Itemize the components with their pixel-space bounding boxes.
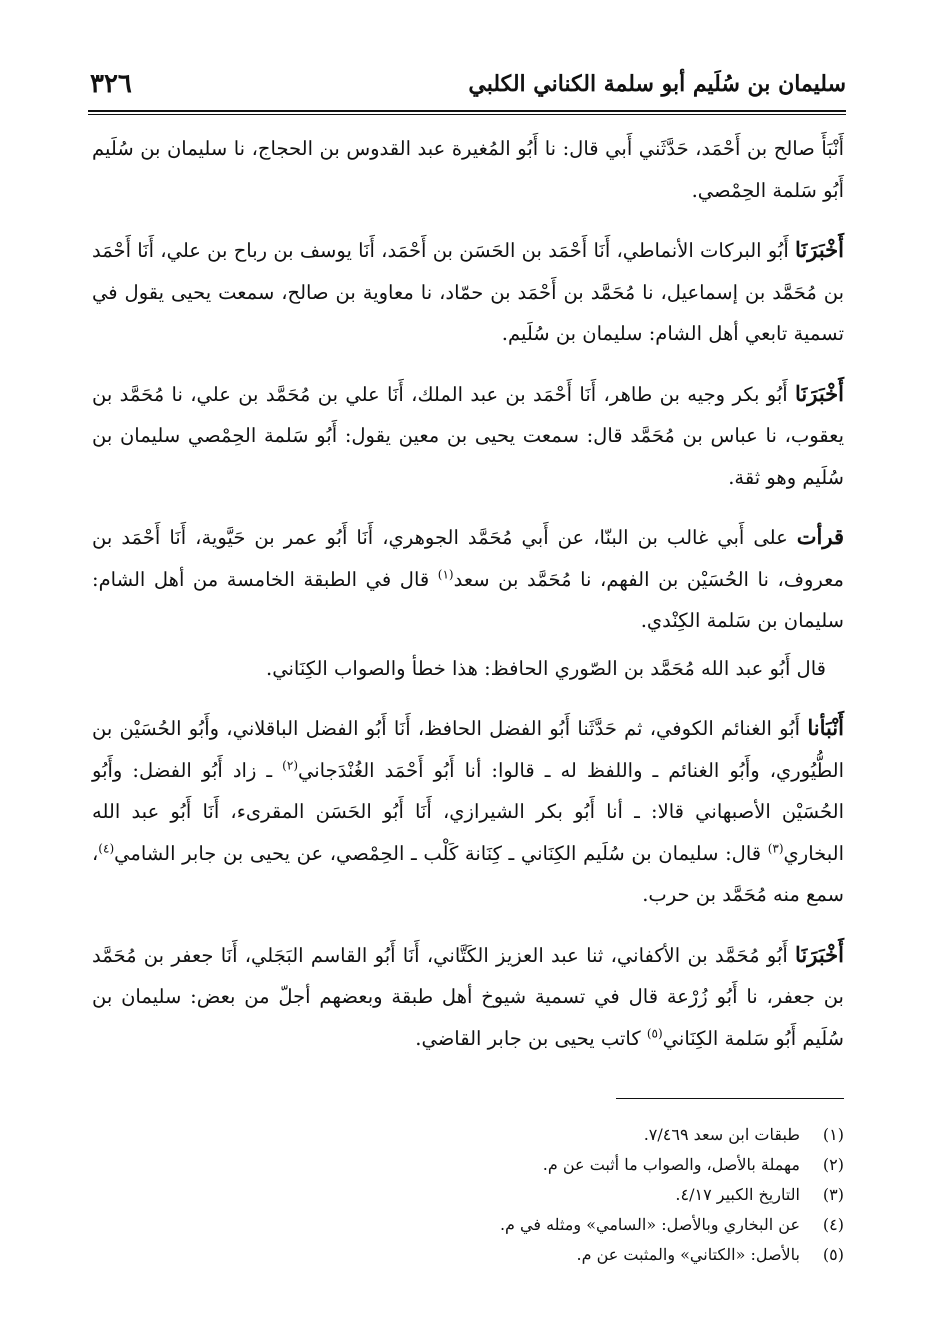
paragraph-lead-word: أَخْبَرَنَا	[795, 237, 844, 262]
paragraph-1	[92, 128, 844, 211]
paragraph-3	[92, 373, 844, 499]
footnote-text: عن البخاري وبالأصل: «السامي» ومثله في م.	[499, 1215, 800, 1234]
paragraph-text: قال أَبُو عبد الله مُحَمَّد بن الصّوري الحافظ: هذا خطأ والصواب الكِنَاني.	[266, 656, 826, 680]
paragraph-lead-word: أَخْبَرَنَا	[795, 941, 844, 967]
paragraph-lead-word: أَخْبَرَنَا	[795, 380, 844, 406]
paragraph-6	[92, 707, 844, 916]
footnote-text: مهملة بالأصل، والصواب ما أثبت عن م.	[542, 1155, 800, 1174]
paragraph-text: أَبُو مُحَمَّد بن الأكفاني، ثنا عبد العزيز الكَتَّاني، أَنَا أَبُو القاسم البَجَلي، أَنَا جعفر بن مُحَمَّد بن جعفر، نا أَبُو زُرْعة قال في تسمية شيوخ أهل طبقة وبعضهم أجلّ من بعض: سليمان بن سُلَيم أَبُو سَلمة الكِنَاني	[92, 943, 844, 1050]
footnote-number: (٢)	[822, 1155, 844, 1174]
header-rule	[88, 110, 846, 115]
footnote-rule	[616, 1098, 844, 1099]
paragraph-lead-word: قرأت	[796, 524, 844, 549]
paragraph-text: كاتب يحيى بن جابر القاضي.	[415, 1026, 647, 1050]
main-text	[92, 128, 844, 1077]
page-number: ٣٢٦	[90, 69, 132, 99]
footnote-item	[92, 1120, 844, 1150]
footnote-text: بالأصل: «الكتاني» والمثبت عن م.	[576, 1245, 800, 1264]
footnote-ref: (١)	[437, 567, 454, 581]
footnotes	[92, 1120, 844, 1270]
footnote-number: (١)	[822, 1125, 844, 1144]
paragraph-5	[92, 648, 844, 690]
paragraph-4	[92, 516, 844, 642]
footnote-number: (٤)	[822, 1215, 844, 1234]
paragraph-text: على أَبي غالب بن البنّا، عن أَبي مُحَمَّد الجوهري، أَنَا أَبُو عمر بن حَيَّوية، أَنَا أَحْمَد بن معروف، نا الحُسَيْن بن الفهم، نا مُحَمَّد بن سعد	[92, 526, 844, 591]
running-title: سليمان بن سُلَيم أبو سلمة الكناني الكلبي	[468, 71, 846, 97]
paragraph-text: قال: سليمان بن سُلَيم الكِنَاني ـ كِنَانة كَلْب ـ الحِمْصي، عن يحيى بن جابر الشامي	[114, 841, 768, 865]
paragraph-7	[92, 934, 844, 1060]
footnote-number: (٣)	[822, 1185, 844, 1204]
footnote-ref: (٤)	[98, 841, 115, 855]
footnote-ref: (٢)	[282, 758, 298, 772]
footnote-item	[92, 1180, 844, 1210]
paragraph-text: ، سمع منه مُحَمَّد بن حرب.	[92, 841, 844, 906]
paragraph-text: قال في الطبقة الخامسة من أهل الشام: سليمان بن سَلمة الكِنْدي.	[92, 567, 844, 632]
footnote-item	[92, 1150, 844, 1180]
paragraph-2	[92, 229, 844, 355]
paragraph-text: أَبُو الغنائم الكوفي، ثم حَدَّثَنا أَبُو الفضل الحافظ، أَنَا أَبُو الفضل الباقلاني، وأَبُو الحُسَيْن بن الطُّيُوري، وأَبُو الغنائم ـ واللفظ له ـ قالوا: أنا أَبُو أَحْمَد الغُنْدَجاني	[92, 717, 845, 782]
footnote-item	[92, 1210, 844, 1240]
paragraph-lead-word: أَنْبَأنا	[807, 715, 844, 740]
footnote-text: التاريخ الكبير ٤/١٧.	[675, 1185, 800, 1204]
paragraph-text: أَبُو البركات الأنماطي، أَنَا أَحْمَد بن الحَسَن بن أَحْمَد، أَنَا يوسف بن رباح بن علي، أَنَا أَحْمَد بن مُحَمَّد بن إسماعيل، نا مُحَمَّد بن أَحْمَد بن حمّاد، نا معاوية بن صالح، سمعت يحيى يقول في تسمية تابعي أهل الشام: سليمان بن سُلَيم.	[92, 239, 844, 345]
footnote-ref: (٥)	[646, 1026, 663, 1040]
footnote-ref: (٣)	[767, 841, 784, 855]
page-header	[90, 60, 846, 108]
footnote-item	[92, 1240, 844, 1270]
paragraph-text: ـ زاد أَبُو الفضل: وأَبُو الحُسَيْن الأصبهاني قالا: ـ أنا أَبُو بكر الشيرازي، أَنَا أَبُو الحَسَن المقرىء، أَنَا أَبُو عبد الله البخاري	[92, 758, 844, 865]
paragraph-text: أَنْبَأَ صالح بن أَحْمَد، حَدَّثَني أَبي قال: نا أَبُو المُغيرة عبد القدوس بن الحجاج، نا سليمان بن سُلَيم أَبُو سَلمة الحِمْصي.	[92, 137, 844, 202]
footnote-text: طبقات ابن سعد ٧/٤٦٩.	[643, 1125, 800, 1144]
paragraph-text: أَبُو بكر وجيه بن طاهر، أَنَا أَحْمَد بن عبد الملك، أَنَا علي بن مُحَمَّد بن علي، نا مُحَمَّد بن يعقوب، نا عباس بن مُحَمَّد قال: سمعت يحيى بن معين يقول: أَبُو سَلمة الحِمْصي سليمان بن سُلَيم وهو ثقة.	[92, 382, 844, 489]
footnote-number: (٥)	[822, 1245, 844, 1264]
